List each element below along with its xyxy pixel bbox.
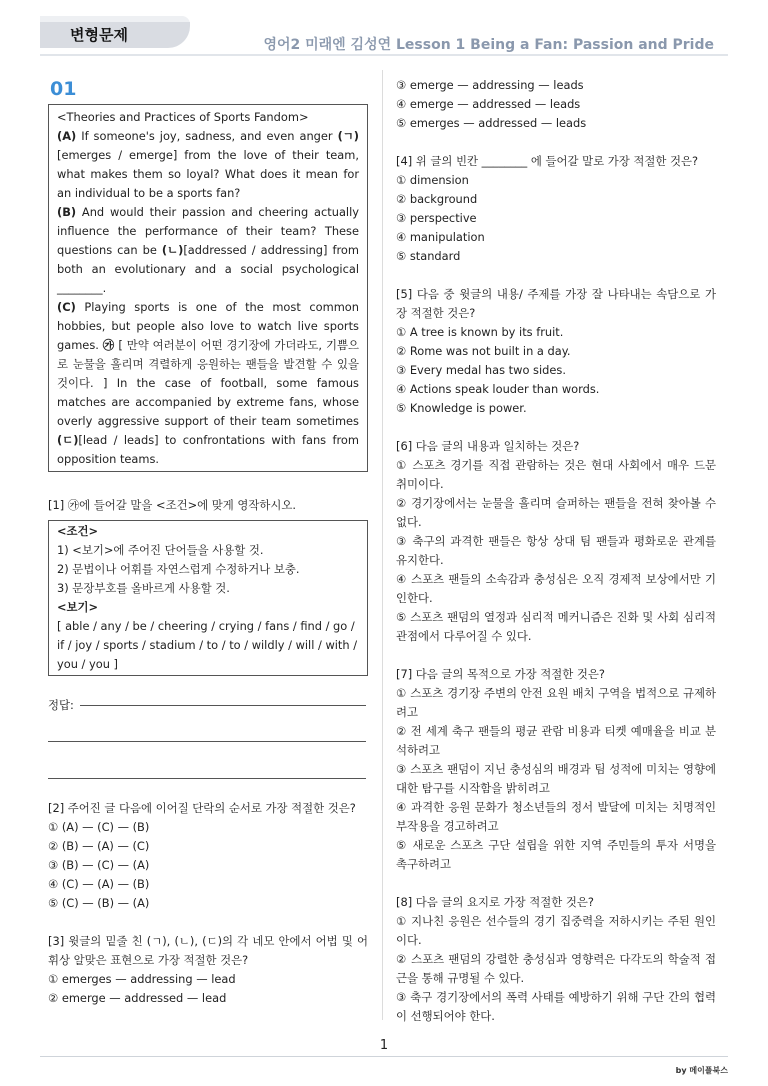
paragraph-c (57, 298, 359, 469)
paragraph-b (57, 203, 359, 298)
question-3-prompt: [3] 윗글의 밑줄 친 (ㄱ), (ㄴ), (ㄷ)의 각 네모 안에서 어법 및 어휘상 알맞은 표현으로 가장 적절한 것은? (48, 934, 368, 967)
paragraph-b-label: (B) (57, 205, 77, 219)
bogi-words: [ able / any / be / cheering / crying / fans / find / go / if / joy / sports / stadium / to / to / wildly / will / with / you / you ] (57, 619, 358, 671)
left-column (48, 76, 368, 715)
question-6-option[interactable]: ② 경기장에서는 눈물을 흘리며 슬퍼하는 팬들을 전혀 찾아볼 수 없다. (396, 496, 716, 529)
paragraph-c-label: (C) (57, 300, 76, 314)
question-4-option[interactable]: ④ manipulation (396, 230, 485, 244)
footer-brand: by 메이플북스 (675, 1066, 728, 1075)
question-8-prompt: [8] 다음 글의 요지로 가장 적절한 것은? (396, 895, 594, 909)
left-column-lower (48, 799, 368, 1008)
question-2-option[interactable]: ③ (B) — (C) — (A) (48, 858, 150, 872)
footer-divider (40, 1056, 728, 1057)
question-6-option[interactable]: ① 스포츠 경기를 직접 관람하는 것은 현대 사회에서 매우 드문 취미이다. (396, 458, 716, 491)
question-7-prompt: [7] 다음 글의 목적으로 가장 적절한 것은? (396, 667, 605, 681)
header-tag: 변형문제 (40, 22, 190, 48)
question-5-option[interactable]: ③ Every medal has two sides. (396, 363, 566, 377)
question-2-option[interactable]: ① (A) — (C) — (B) (48, 820, 150, 834)
question-6-option[interactable]: ⑤ 스포츠 팬덤의 열정과 심리적 메커니즘은 진화 및 사회 심리적 관점에서 다루어질 수 있다. (396, 610, 716, 643)
question-5-option[interactable]: ⑤ Knowledge is power. (396, 401, 527, 415)
question-2 (48, 799, 368, 913)
question-8-option[interactable]: ② 스포츠 팬덤의 강렬한 충성심과 영향력은 다각도의 학술적 접근을 통해 규명될 수 있다. (396, 952, 716, 985)
question-3-option[interactable]: ② emerge — addressed — lead (48, 991, 227, 1005)
question-3-option[interactable]: ③ emerge — addressing — leads (396, 78, 584, 92)
paragraph-b-text-1: And would their passion and cheering actually influence the performance of their team? These questions can be (57, 205, 359, 257)
question-3 (48, 932, 368, 1008)
question-5-option[interactable]: ① A tree is known by its fruit. (396, 325, 564, 339)
condition-box (48, 520, 368, 676)
question-4-prompt: [4] 위 글의 빈칸 ________ 에 들어갈 말로 가장 적절한 것은? (396, 154, 699, 168)
question-5-option[interactable]: ④ Actions speak louder than words. (396, 382, 600, 396)
question-3-option[interactable]: ① emerges — addressing — lead (48, 972, 236, 986)
question-8-option[interactable]: ① 지나친 응원은 선수들의 경기 집중력을 저하시키는 주된 원인이다. (396, 914, 716, 947)
condition-title: <조건> (57, 524, 99, 538)
question-1-prompt: [1] ㉮에 들어갈 말을 <조건>에 맞게 영작하시오. (48, 498, 297, 512)
paragraph-a (57, 127, 359, 203)
question-7 (396, 665, 716, 874)
question-6-option[interactable]: ③ 축구의 과격한 팬들은 항상 상대 팀 팬들과 평화로운 관계를 유지한다. (396, 534, 716, 567)
answer-line-3[interactable] (48, 778, 366, 779)
question-7-option[interactable]: ② 전 세계 축구 팬들의 평균 관람 비용과 티켓 예매율을 비교 분석하려고 (396, 724, 716, 757)
question-8-option[interactable]: ③ 축구 경기장에서의 폭력 사태를 예방하기 위해 구단 간의 협력이 선행되어야 한다. (396, 990, 716, 1023)
header-title: 영어2 미래엔 김성연 Lesson 1 Being a Fan: Passion and Pride (263, 37, 714, 53)
mark-giyeok: (ㄱ) (337, 129, 359, 143)
question-4-option[interactable]: ③ perspective (396, 211, 477, 225)
question-1 (48, 496, 368, 715)
question-6 (396, 437, 716, 646)
right-column (396, 76, 716, 1026)
answer-line-1[interactable] (80, 705, 366, 706)
question-7-option[interactable]: ④ 과격한 응원 문화가 청소년들의 정서 발달에 미치는 치명적인 부작용을 경고하려고 (396, 800, 716, 833)
paragraph-a-label: (A) (57, 129, 77, 143)
bogi-title: <보기> (57, 600, 99, 614)
question-2-option[interactable]: ② (B) — (A) — (C) (48, 839, 150, 853)
answer-label: 정답: (48, 698, 74, 712)
question-2-option[interactable]: ④ (C) — (A) — (B) (48, 877, 150, 891)
question-7-option[interactable]: ③ 스포츠 팬덤이 지닌 충성심의 배경과 팀 성적에 미치는 영향에 대한 탐구를 시작함을 밝히려고 (396, 762, 716, 795)
condition-1: 1) <보기>에 주어진 단어들을 사용할 것. (57, 543, 264, 557)
question-4-option[interactable]: ① dimension (396, 173, 469, 187)
question-2-option[interactable]: ⑤ (C) — (B) — (A) (48, 896, 150, 910)
header-divider (40, 54, 728, 56)
circle-ga-mark: ㉮ (102, 338, 115, 352)
passage-title: <Theories and Practices of Sports Fandom> (57, 110, 309, 124)
question-3-option[interactable]: ④ emerge — addressed — leads (396, 97, 581, 111)
page-header (0, 0, 768, 54)
page-number: 1 (379, 1038, 389, 1053)
paragraph-a-text-2: [emerges / emerge] from the love of their team, what makes them so loyal? What does it mean for an individual to be a sports fan? (57, 148, 359, 200)
question-5 (396, 285, 716, 418)
condition-3: 3) 문장부호를 올바르게 사용할 것. (57, 581, 230, 595)
column-divider (382, 70, 383, 1020)
question-4 (396, 152, 716, 266)
question-7-option[interactable]: ① 스포츠 경기장 주변의 안전 요원 배치 구역을 법적으로 규제하려고 (396, 686, 716, 719)
paragraph-c-text-1: Playing sports is one of the most common hobbies, but people also love to watch live sports games. (57, 300, 359, 352)
answer-line-2[interactable] (48, 741, 366, 742)
paragraph-c-text-3: [lead / leads] to confrontations with fans from opposition teams. (57, 433, 359, 466)
question-6-option[interactable]: ④ 스포츠 팬들의 소속감과 충성심은 오직 경제적 보상에서만 기인한다. (396, 572, 716, 605)
passage-box (48, 104, 368, 472)
question-8 (396, 893, 716, 1026)
question-6-prompt: [6] 다음 글의 내용과 일치하는 것은? (396, 439, 580, 453)
condition-2: 2) 문법이나 어휘를 자연스럽게 수정하거나 보충. (57, 562, 300, 576)
mark-digeut: (ㄷ) (57, 433, 79, 447)
paragraph-b-text-2: [addressed / addressing] from both an evolutionary and a social psychological ________. (57, 243, 359, 295)
paragraph-a-text-1: If someone's joy, sadness, and even anger (76, 129, 338, 143)
question-4-option[interactable]: ② background (396, 192, 478, 206)
question-5-option[interactable]: ② Rome was not built in a day. (396, 344, 571, 358)
mark-nieun: (ㄴ) (161, 243, 184, 257)
question-5-prompt: [5] 다음 중 윗글의 내용/ 주제를 가장 잘 나타내는 속담으로 가장 적절한 것은? (396, 287, 716, 320)
paragraph-c-text-2: [ 만약 여러분이 어떤 경기장에 가더라도, 기쁨으로 눈물을 흘리며 격렬하게 응원하는 팬들을 발견할 수 있을 것이다. ] In the case of football, some famous matches are accompanied by extreme fans, whose overly aggressive support of their team sometimes (57, 338, 359, 428)
question-7-option[interactable]: ⑤ 새로운 스포츠 구단 설립을 위한 지역 주민들의 투자 서명을 촉구하려고 (396, 838, 716, 871)
question-number: 01 (50, 78, 77, 100)
question-3-option[interactable]: ⑤ emerges — addressed — leads (396, 116, 587, 130)
question-4-option[interactable]: ⑤ standard (396, 249, 461, 263)
question-2-prompt: [2] 주어진 글 다음에 이어질 단락의 순서로 가장 적절한 것은? (48, 801, 356, 815)
